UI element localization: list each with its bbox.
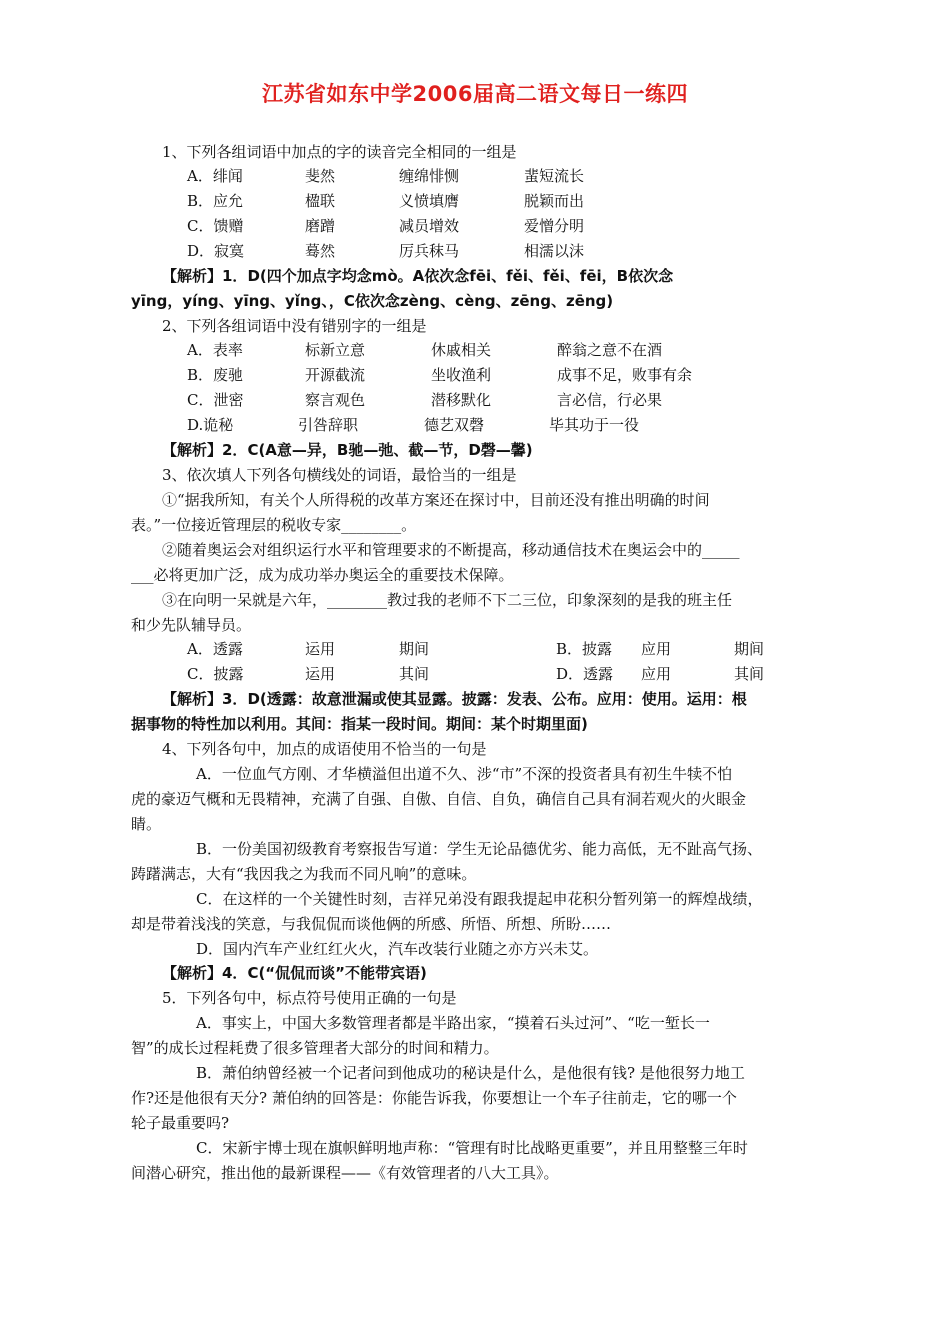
q3-sentence2-line1: ②随着奥运会对组织运行水平和管理要求的不断提高，移动通信技术在奥运会中的_____ (162, 541, 740, 559)
q4-option-a-line2: 虎的豪迈气概和无畏精神，充满了自强、自傲、自信、自负，确信自己具有洞若观火的火眼金 (131, 790, 747, 808)
q3-sentence1-line2: 表。”一位接近管理层的税收专家________。 (131, 516, 417, 534)
q2-a-2: 标新立意 (305, 341, 366, 359)
q1-d-3: 厉兵秣马 (399, 242, 460, 260)
q2-c-1: C．泄密 (187, 391, 244, 409)
q5-stem: 5．下列各句中，标点符号使用正确的一句是 (162, 989, 457, 1007)
q3-opt-d-3: 其间 (734, 665, 765, 683)
q3-opt-d-2: 应用 (641, 665, 672, 683)
q3-opt-c-3: 其间 (399, 665, 430, 683)
q1-b-3: 义愤填膺 (399, 192, 460, 210)
q1-a-4: 蜚短流长 (524, 167, 585, 185)
q5-option-c-line2: 间潜心研究，推出他的最新课程——《有效管理者的八大工具》。 (131, 1164, 559, 1182)
q3-opt-a-2: 运用 (305, 640, 336, 658)
q3-opt-a-1: A．透露 (187, 640, 243, 658)
q1-a-1: A．绯闻 (187, 167, 243, 185)
q3-opt-b-1: B．披露 (556, 640, 613, 658)
q3-sentence2-line2: ___必将更加广泛，成为成功举办奥运全的重要技术保障。 (131, 566, 514, 584)
q1-a-2: 斐然 (305, 167, 336, 185)
q1-answer-line2: yīng，yíng、yīng、yǐng、，C依次念zèng、cèng、zēng、zēng) (131, 292, 614, 310)
q2-c-2: 察言观色 (305, 391, 366, 409)
q1-d-2: 蓦然 (305, 242, 336, 260)
q2-d-4: 毕其功于一役 (549, 416, 640, 434)
q2-a-3: 休戚相关 (431, 341, 492, 359)
q1-c-3: 减员增效 (399, 217, 460, 235)
q2-d-3: 德艺双磬 (424, 416, 485, 434)
q5-option-a-line2: 智”的成长过程耗费了很多管理者大部分的时间和精力。 (131, 1039, 499, 1057)
q5-option-b-line1: B．萧伯纳曾经被一个记者问到他成功的秘诀是什么，是他很有钱? 是他很努力地工 (196, 1064, 745, 1082)
q1-a-3: 缠绵悱恻 (399, 167, 460, 185)
q3-sentence1-line1: ①“据我所知，有关个人所得税的改革方案还在探讨中，目前还没有推出明确的时间 (162, 491, 710, 509)
q4-option-d: D．国内汽车产业红红火火，汽车改装行业随之亦方兴未艾。 (196, 940, 599, 958)
q5-option-b-line2: 作?还是他很有天分? 萧伯纳的回答是：你能告诉我，你要想让一个车子往前走，它的哪一个 (131, 1089, 737, 1107)
q4-option-c-line1: C．在这样的一个关键性时刻，吉祥兄弟没有跟我提起申花积分暂列第一的辉煌战绩， (196, 890, 763, 908)
q2-stem: 2、下列各组词语中没有错别字的一组是 (162, 317, 427, 335)
q2-b-3: 坐收渔利 (431, 366, 492, 384)
q3-opt-b-3: 期间 (734, 640, 765, 658)
q4-option-c-line2: 却是带着浅浅的笑意，与我侃侃而谈他俩的所感、所悟、所想、所盼…… (131, 915, 612, 933)
q1-c-2: 磨蹭 (305, 217, 336, 235)
q3-stem: 3、依次填人下列各句横线处的词语，最恰当的一组是 (162, 466, 517, 484)
q3-opt-d-1: D．透露 (556, 665, 614, 683)
q3-answer-line2: 据事物的特性加以利用。其间：指某一段时间。期间：某个时期里面) (131, 715, 588, 733)
q3-opt-a-3: 期间 (399, 640, 430, 658)
q4-option-a-line1: A．一位血气方刚、才华横溢但出道不久、涉“市”不深的投资者具有初生牛犊不怕 (196, 765, 733, 783)
q2-d-1: D.诡秘 (187, 416, 234, 434)
q1-b-4: 脱颖而出 (524, 192, 585, 210)
q1-b-1: B．应允 (187, 192, 244, 210)
q1-c-4: 爱憎分明 (524, 217, 585, 235)
q1-answer-line1: 【解析】1．D(四个加点字均念mò。A依次念fēi、fěi、fěi、fēi，B依次念 (162, 267, 674, 285)
q1-d-1: D．寂寞 (187, 242, 245, 260)
q2-c-4: 言必信，行必果 (557, 391, 663, 409)
q4-stem: 4、下列各句中，加点的成语使用不恰当的一句是 (162, 740, 487, 758)
q3-answer-line1: 【解析】3．D(透露：故意泄漏或使其显露。披露：发表、公布。应用：使用。运用：根 (162, 690, 747, 708)
q2-b-4: 成事不足，败事有余 (557, 366, 693, 384)
q5-option-b-line3: 轮子最重要吗? (131, 1114, 230, 1132)
q2-b-2: 开源截流 (305, 366, 366, 384)
q2-c-3: 潜移默化 (431, 391, 492, 409)
q2-a-4: 醉翁之意不在酒 (557, 341, 663, 359)
q4-answer: 【解析】4．C(“侃侃而谈”不能带宾语) (162, 964, 427, 982)
page-title: 江苏省如东中学2006届高二语文每日一练四 (262, 82, 688, 106)
q4-option-b-line2: 踌躇满志，大有“我因我之为我而不同凡响”的意味。 (131, 865, 477, 883)
q4-option-a-line3: 睛。 (131, 815, 162, 833)
q2-a-1: A．表率 (187, 341, 243, 359)
q1-b-2: 楹联 (305, 192, 336, 210)
q5-option-a-line1: A．事实上，中国大多数管理者都是半路出家，“摸着石头过河”、“吃一堑长一 (196, 1014, 710, 1032)
q3-sentence3-line1: ③在向明一呆就是六年，________教过我的老师不下二三位，印象深刻的是我的班主任 (162, 591, 733, 609)
q2-d-2: 引咎辞职 (298, 416, 359, 434)
q3-sentence3-line2: 和少先队辅导员。 (131, 616, 252, 634)
q1-c-1: C．馈赠 (187, 217, 244, 235)
q1-d-4: 相濡以沫 (524, 242, 585, 260)
q4-option-b-line1: B．一份美国初级教育考察报告写道：学生无论品德优劣、能力高低，无不趾高气扬、 (196, 840, 763, 858)
q3-opt-c-2: 运用 (305, 665, 336, 683)
q5-option-c-line1: C．宋新宇博士现在旗帜鲜明地声称：“管理有时比战略更重要”，并且用整整三年时 (196, 1139, 748, 1157)
q2-answer: 【解析】2．C(A意—异，B驰—弛、截—节，D磬—馨) (162, 441, 533, 459)
q1-stem: 1、下列各组词语中加点的字的读音完全相同的一组是 (162, 143, 517, 161)
q3-opt-b-2: 应用 (641, 640, 672, 658)
q3-opt-c-1: C．披露 (187, 665, 244, 683)
q2-b-1: B．废驰 (187, 366, 244, 384)
